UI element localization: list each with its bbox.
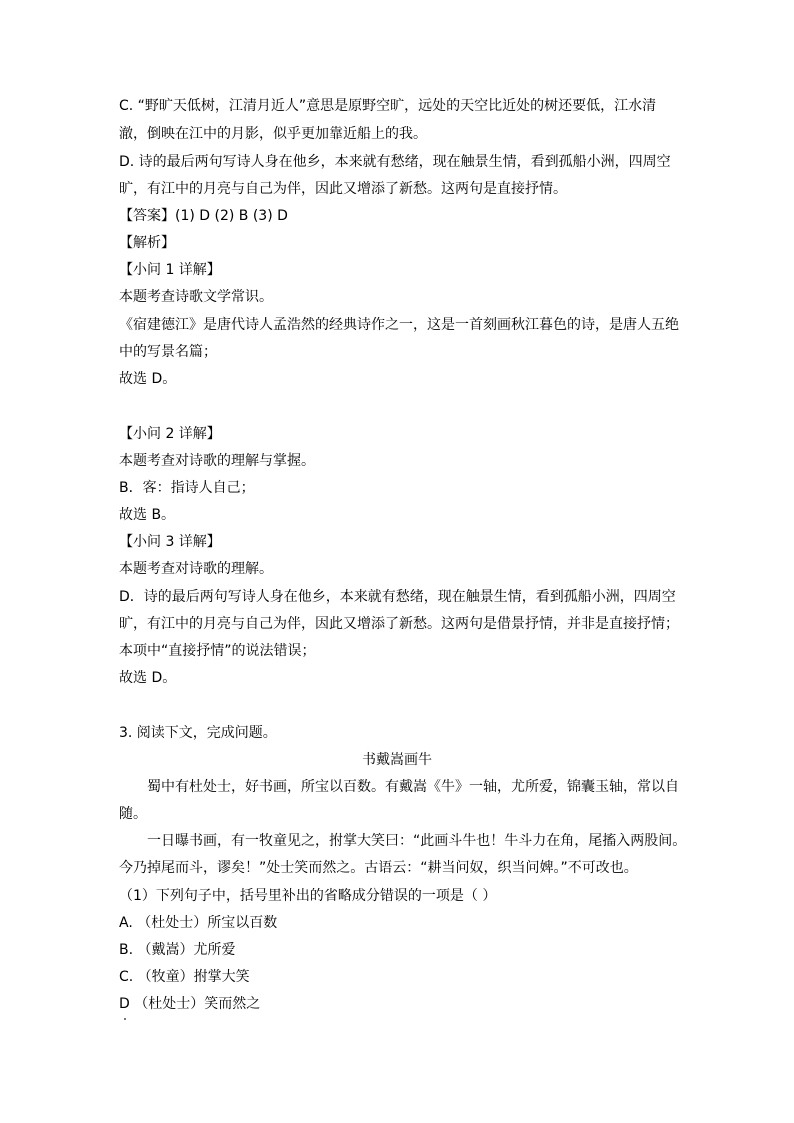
- passage-para-1-line-1: 蜀中有杜处士，好书画，所宝以百数。有戴嵩《牛》一轴，尤所爱，锦囊玉轴，常以自: [147, 779, 679, 795]
- passage-para-2-line-2: 今乃掉尾而斗，谬矣！”处士笑而然之。古语云：“耕当问奴，织当问婢。”不可改也。: [119, 860, 638, 876]
- q3-conclusion: 故选 D。: [119, 670, 177, 686]
- q1-line-2: 《宿建德江》是唐代诗人孟浩然的经典诗作之一，这是一首刻画秋江暮色的诗，是唐人五绝: [119, 317, 679, 333]
- choice-b: B. （戴嵩）尤所爱: [119, 942, 236, 958]
- analysis-heading: 【解析】: [119, 235, 175, 251]
- q1-line-1: 本题考查诗歌文学常识。: [119, 289, 273, 305]
- choice-c: C. （牧童）拊掌大笑: [119, 969, 250, 985]
- option-d-line-2: 旷，有江中的月亮与自己为伴，因此又增添了新愁。这两句是直接抒情。: [119, 181, 567, 197]
- answer-line: 【答案】(1) D (2) B (3) D: [119, 208, 288, 224]
- q1-conclusion: 故选 D。: [119, 371, 177, 387]
- passage-title: 书戴嵩画牛: [362, 752, 432, 768]
- q2-heading: 【小问 2 详解】: [119, 426, 221, 442]
- q3-line-3: 旷，有江中的月亮与自己为伴，因此又增添了新愁。这两句是借景抒情，并非是直接抒情；: [119, 616, 679, 632]
- question-3-prompt: 3. 阅读下文，完成问题。: [119, 725, 277, 741]
- q3-line-2: D．诗的最后两句写诗人身在他乡，本来就有愁绪，现在触景生情，看到孤船小洲，四周空: [119, 589, 676, 605]
- q3-line-4: 本项中“直接抒情”的说法错误；: [119, 643, 316, 659]
- choice-a: A. （杜处士）所宝以百数: [119, 915, 278, 931]
- passage-para-2-line-1: 一日曝书画，有一牧童见之，拊掌大笑曰：“此画斗牛也！牛斗力在角，尾搐入两股间。: [147, 833, 687, 849]
- option-d-line-1: D. 诗的最后两句写诗人身在他乡，本来就有愁绪，现在触景生情，看到孤船小洲，四周空: [119, 154, 671, 170]
- stray-dot-mark: [124, 1018, 126, 1020]
- choice-d: D （杜处士）笑而然之: [119, 996, 261, 1012]
- passage-para-1-line-2: 随。: [119, 806, 147, 822]
- option-c-line-1: C. “野旷天低树，江清月近人”意思是原野空旷，远处的天空比近处的树还要低，江水清: [119, 98, 657, 114]
- q2-line-2: B．客：指诗人自己；: [119, 480, 255, 496]
- subquestion-1: （1）下列句子中，括号里补出的省略成分错误的一项是（ ）: [119, 888, 497, 904]
- q2-conclusion: 故选 B。: [119, 507, 176, 523]
- q1-heading: 【小问 1 详解】: [119, 262, 221, 278]
- q1-line-3: 中的写景名篇；: [119, 344, 217, 360]
- q2-line-1: 本题考查对诗歌的理解与掌握。: [119, 453, 315, 469]
- q3-heading: 【小问 3 详解】: [119, 534, 221, 550]
- option-c-line-2: 澈，倒映在江中的月影，似乎更加靠近船上的我。: [119, 126, 427, 142]
- q3-line-1: 本题考查对诗歌的理解。: [119, 561, 273, 577]
